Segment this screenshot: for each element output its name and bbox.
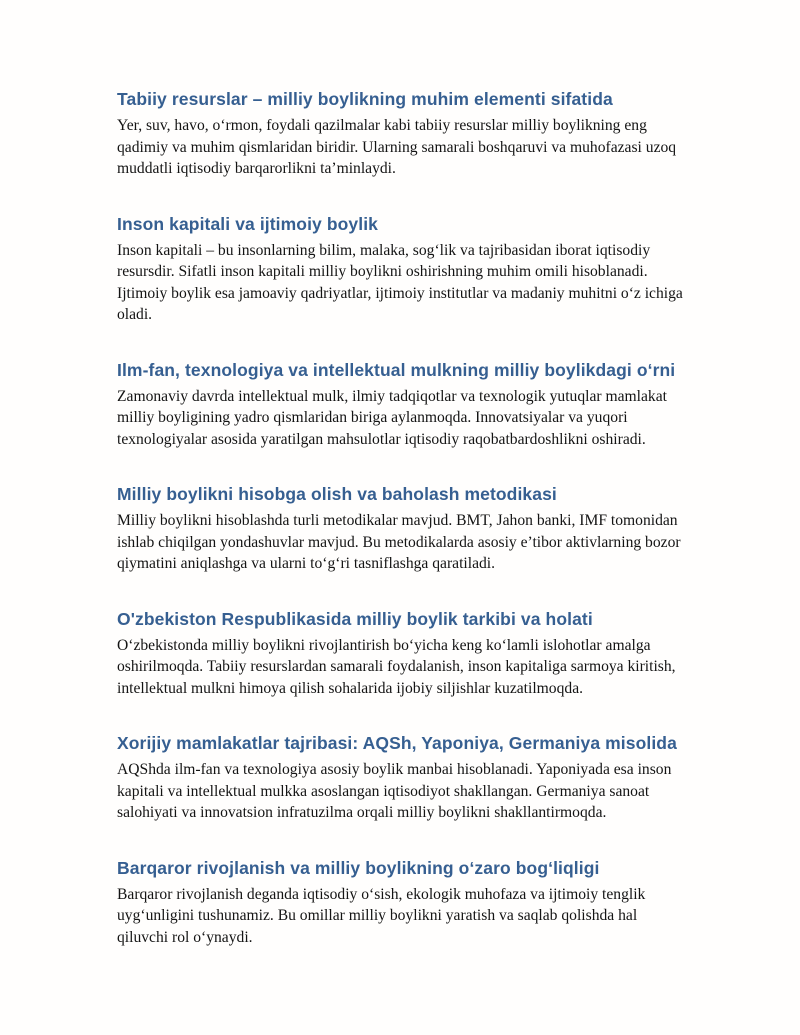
section-body: O‘zbekistonda milliy boylikni rivojlantirish bo‘yicha keng ko‘lamli islohotlar amalga oshirilmoqda. Tabiiy resurslardan samarali foydalanish, inson kapitaliga sarmoya kiritish, intellektual mulkni himoya qilish sohalarida ijobiy siljishlar kuzatilmoqda. [117, 636, 676, 697]
section-body: Barqaror rivojlanish deganda iqtisodiy o‘sish, ekologik muhofaza va ijtimoiy tenglik uyg‘unligini tushunamiz. Bu omillar milliy boylikni yaratish va saqlab qolishda hal qiluvchi rol o‘ynaydi. [117, 885, 646, 946]
section-xorijiy-tajriba [117, 732, 684, 824]
section-heading: Inson kapitali va ijtimoiy boylik [117, 213, 379, 234]
section-inson-kapitali [117, 213, 684, 326]
section-body: Inson kapitali – bu insonlarning bilim, malaka, sog‘lik va tajribasidan iborat iqtisodiy resursdir. Sifatli inson kapitali milliy boylikni oshirishning muhim omili hisoblanadi. Ijtimoiy boylik esa jamoaviy qadriyatlar, ijtimoiy institutlar va madaniy muhitni o‘z ichiga oladi. [117, 241, 683, 323]
section-body: AQShda ilm-fan va texnologiya asosiy boylik manbai hisoblanadi. Yaponiyada esa inson kapitali va intellektual mulkka asoslangan iqtisodiyot shakllangan. Germaniya sanoat salohiyati va innovatsion infratuzilma orqali milliy boylikni shakllantirmoqda. [117, 761, 672, 821]
section-heading: Xorijiy mamlakatlar tajribasi: AQSh, Yaponiya, Germaniya misolida [117, 733, 677, 753]
section-tabiiy-resurslar [117, 88, 684, 180]
section-barqaror-rivojlanish [117, 857, 684, 949]
section-heading: Tabiiy resurslar – milliy boylikning muhim elementi sifatida [117, 89, 613, 109]
section-body: Zamonaviy davrda intellektual mulk, ilmiy tadqiqotlar va texnologik yutuqlar mamlakat milliy boyligining yadro qismlaridan biriga aylanmoqda. Innovatsiyalar va yuqori texnologiyalar asosida yaratilgan mahsulotlar iqtisodiy raqobatbardoshlikni oshiradi. [117, 387, 667, 448]
section-heading: Milliy boylikni hisobga olish va baholash metodikasi [117, 484, 557, 504]
section-ozbekiston [117, 608, 684, 700]
section-heading: O'zbekiston Respublikasida milliy boylik tarkibi va holati [117, 608, 593, 629]
section-ilm-fan [117, 359, 684, 451]
section-metodika [117, 483, 684, 575]
section-heading: Barqaror rivojlanish va milliy boylikning o‘zaro bog‘liqligi [117, 857, 600, 878]
section-body: Yer, suv, havo, o‘rmon, foydali qazilmalar kabi tabiiy resurslar milliy boylikning eng qadimiy va muhim qismlaridan biridir. Ularning samarali boshqaruvi va muhofazasi uzoq muddatli iqtisodiy barqarorlikni ta’minlaydi. [117, 117, 677, 177]
section-body: Milliy boylikni hisoblashda turli metodikalar mavjud. BMT, Jahon banki, IMF tomonidan ishlab chiqilgan yondashuvlar mavjud. Bu metodikalarda asosiy e’tibor aktivlarning bozor qiymatini aniqlashga va ularni to‘g‘ri tasniflashga qaratiladi. [117, 512, 681, 572]
section-heading: Ilm-fan, texnologiya va intellektual mulkning milliy boylikdagi o‘rni [117, 359, 676, 380]
